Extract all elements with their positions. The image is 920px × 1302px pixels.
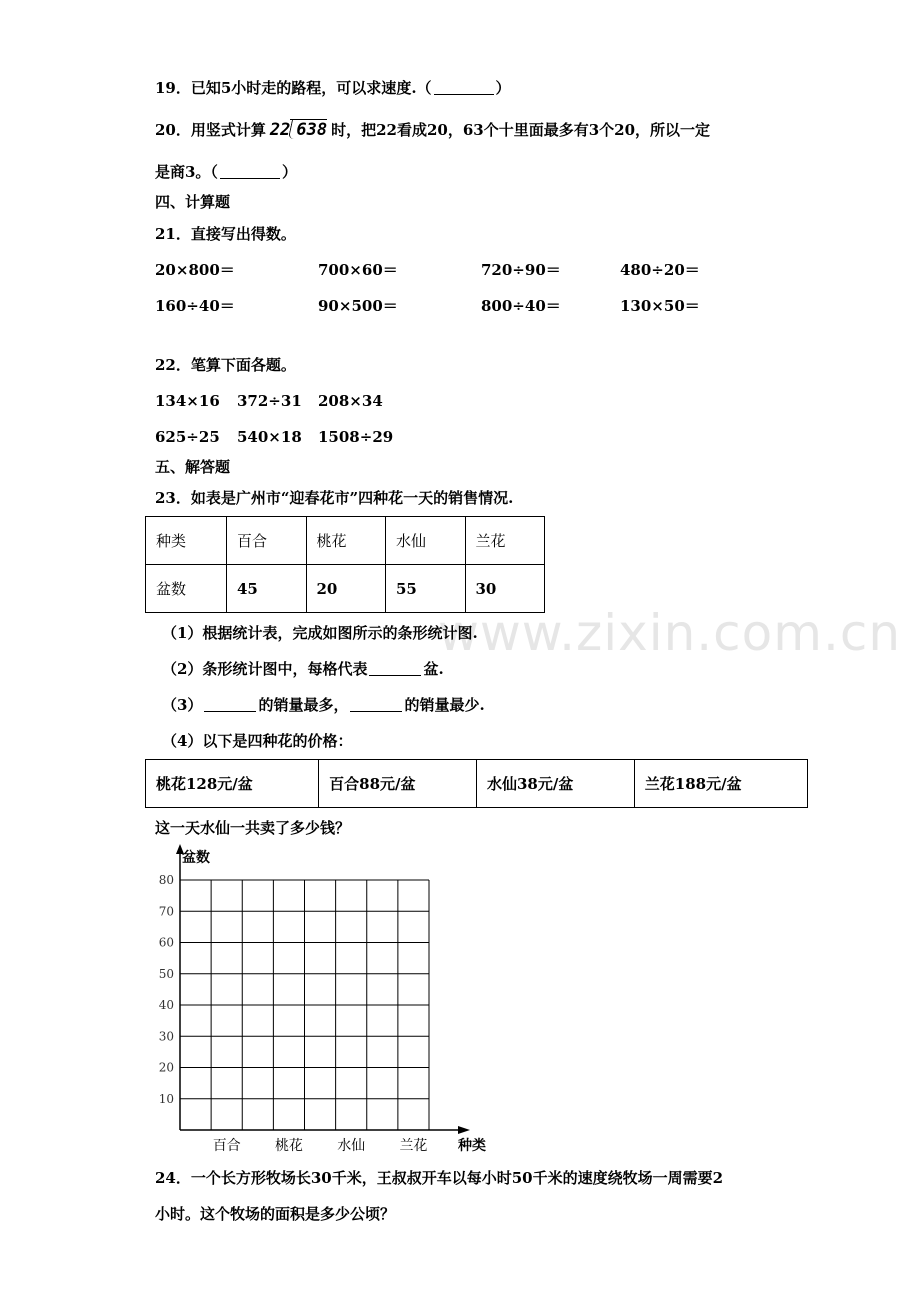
y-tick-label: 20 [158, 1060, 174, 1075]
bar-chart-grid [140, 840, 500, 1158]
sub-question-2-pre: （2）条形统计图中，每格代表 [162, 660, 368, 678]
calc-item: 90×500＝ [318, 297, 398, 315]
calc-item: 720÷90＝ [481, 261, 561, 279]
table-cell: 兰花188元/盆 [634, 760, 807, 808]
divisor: 22 [269, 120, 291, 140]
table-cell: 盆数 [146, 565, 227, 613]
table-row [146, 517, 545, 565]
x-tick-label: 百合 [212, 1138, 241, 1154]
table-cell: 兰花 [465, 517, 545, 565]
section-4-heading: 四、计算题 [155, 193, 231, 211]
question-20-pre: 20．用竖式计算 [155, 121, 266, 139]
sub-question-3 [162, 695, 485, 715]
answer-blank-23-3a[interactable] [204, 697, 256, 712]
long-division-expression [270, 120, 327, 140]
question-24-line2: 小时。这个牧场的面积是多少公顷？ [155, 1205, 396, 1223]
sub-question-1: （1）根据统计表，完成如图所示的条形统计图. [162, 624, 478, 642]
x-tick-label: 桃花 [274, 1138, 303, 1154]
sales-table [145, 516, 545, 613]
question-23-title: 23．如表是广州市“迎春花市”四种花一天的销售情况. [155, 489, 514, 507]
chart-axes [176, 844, 470, 1134]
question-20-close: ） [281, 163, 297, 181]
answer-blank-20[interactable] [220, 164, 280, 179]
written-calc-item: 1508÷29 [318, 428, 394, 446]
written-calc-item: 134×16 [155, 392, 220, 410]
calc-item: 20×800＝ [155, 261, 235, 279]
sub-question-2 [162, 659, 444, 679]
question-19-text: 19．已知5小时走的路程，可以求速度.（ [155, 79, 432, 97]
x-tick-label: 水仙 [337, 1138, 366, 1154]
calc-item: 160÷40＝ [155, 297, 235, 315]
question-20-line2 [155, 162, 297, 182]
y-tick-label: 80 [158, 873, 174, 887]
y-tick-label: 30 [158, 1029, 174, 1044]
section-5-heading: 五、解答题 [155, 458, 231, 476]
watermark: www.zixin.com.cn [438, 604, 902, 662]
table-row [146, 565, 545, 613]
y-tick-label: 50 [158, 966, 174, 981]
table-cell: 百合88元/盆 [319, 760, 477, 808]
table-cell: 桃花128元/盆 [146, 760, 319, 808]
table-cell: 55 [386, 565, 466, 613]
question-19 [155, 78, 511, 98]
dividend: 638 [290, 119, 327, 140]
calc-item: 800÷40＝ [481, 297, 561, 315]
written-calc-item: 625÷25 [155, 428, 220, 446]
table-cell: 20 [306, 565, 386, 613]
table-cell: 桃花 [306, 517, 386, 565]
price-table [145, 759, 808, 808]
written-calc-item: 372÷31 [237, 392, 302, 410]
x-tick-label: 兰花 [399, 1138, 428, 1154]
question-21-title: 21．直接写出得数。 [155, 225, 296, 243]
table-cell: 45 [227, 565, 307, 613]
chart-grid-lines [180, 880, 429, 1130]
calc-item: 700×60＝ [318, 261, 398, 279]
written-calc-item: 540×18 [237, 428, 302, 446]
sub-question-3-pre: （3） [162, 696, 203, 714]
sub-question-3-mid: 的销量最多， [258, 696, 349, 714]
x-axis-title: 种类 [458, 1138, 486, 1154]
table-cell: 水仙38元/盆 [476, 760, 634, 808]
table-cell: 水仙 [386, 517, 466, 565]
question-20 [155, 120, 710, 140]
answer-blank-23-3b[interactable] [350, 697, 402, 712]
table-cell: 30 [465, 565, 545, 613]
question-20-line2-text: 是商3。（ [155, 163, 218, 181]
table-cell: 种类 [146, 517, 227, 565]
table-row [146, 760, 808, 808]
y-axis-title: 盆数 [182, 850, 210, 866]
sub-question-4: （4）以下是四种花的价格： [162, 732, 353, 750]
question-19-close: ） [495, 79, 511, 97]
chart-labels [159, 849, 486, 1154]
written-calc-item: 208×34 [318, 392, 383, 410]
y-tick-label: 10 [158, 1091, 174, 1106]
question-20-post: 时，把22看成20，63个十里面最多有3个20，所以一定 [331, 121, 711, 139]
calc-item: 480÷20＝ [620, 261, 700, 279]
sub-question-3-post: 的销量最少. [404, 696, 485, 714]
answer-blank-23-2[interactable] [369, 661, 421, 676]
y-tick-label: 60 [158, 935, 174, 950]
sub-question-4-text: 这一天水仙一共卖了多少钱？ [155, 819, 351, 837]
answer-blank-19[interactable] [434, 80, 494, 95]
y-tick-label: 40 [158, 998, 174, 1012]
x-axis-arrow-icon [458, 1126, 470, 1134]
calc-item: 130×50＝ [620, 297, 700, 315]
question-22-title: 22．笔算下面各题。 [155, 356, 296, 374]
sub-question-2-post: 盆. [423, 660, 444, 678]
y-tick-label: 70 [158, 904, 174, 919]
question-24-line1: 24．一个长方形牧场长30千米，王叔叔开车以每小时50千米的速度绕牧场一周需要2 [155, 1169, 724, 1187]
table-cell: 百合 [227, 517, 307, 565]
